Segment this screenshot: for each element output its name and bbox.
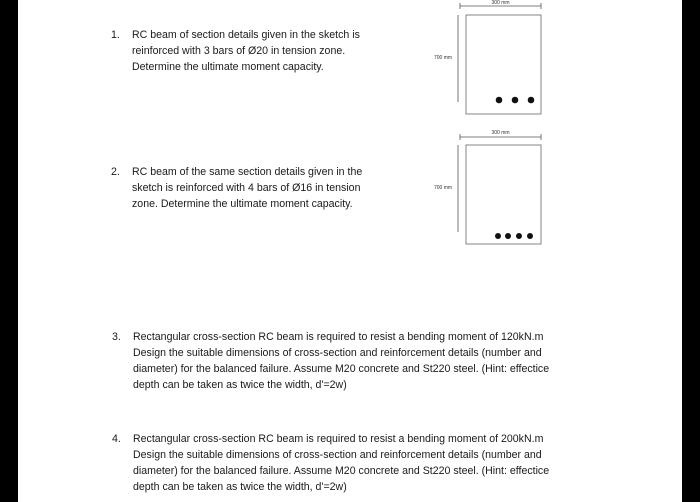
rebar-dot: [516, 233, 522, 239]
question-number: 3.: [112, 331, 121, 343]
rebar-dot: [528, 97, 535, 104]
left-black-border: [0, 0, 18, 502]
beam-section-diagram-2: [413, 128, 573, 258]
question-line: reinforced with 3 bars of Ø20 in tension zone.: [132, 45, 346, 57]
beam-section-diagram-1: [413, 0, 573, 120]
beam-section-rectangle: [466, 145, 541, 244]
rebar-dot: [495, 233, 501, 239]
depth-label: 700 mm: [433, 55, 453, 61]
width-label: 300 mm: [491, 130, 510, 136]
question-line: depth can be taken as twice the width, d'=2w): [133, 481, 347, 493]
question-line: depth can be taken as twice the width, d'=2w): [133, 379, 347, 391]
question-line: sketch is reinforced with 4 bars of Ø16 in tension: [132, 182, 361, 194]
document-page: [18, 0, 682, 502]
question-number: 4.: [112, 433, 121, 445]
rebar-dot: [512, 97, 519, 104]
width-label: 300 mm: [491, 0, 510, 6]
question-line: Design the suitable dimensions of cross-section and reinforcement details (number and: [133, 347, 542, 359]
rebar-dot: [527, 233, 533, 239]
question-line: diameter) for the balanced failure. Assume M20 concrete and St220 steel. (Hint: effectice: [133, 363, 550, 375]
question-line: Determine the ultimate moment capacity.: [132, 61, 324, 73]
right-black-border: [682, 0, 700, 502]
depth-label: 700 mm: [433, 185, 453, 191]
question-number: 2.: [111, 166, 120, 178]
question-line: Rectangular cross-section RC beam is required to resist a bending moment of 200kN.m: [133, 433, 544, 445]
question-line: RC beam of the same section details given in the: [132, 166, 363, 178]
rebar-dot: [496, 97, 503, 104]
question-line: RC beam of section details given in the sketch is: [132, 29, 360, 41]
question-line: diameter) for the balanced failure. Assume M20 concrete and St220 steel. (Hint: effectice: [133, 465, 550, 477]
question-number: 1.: [111, 29, 120, 41]
rebar-dot: [505, 233, 511, 239]
question-line: Design the suitable dimensions of cross-section and reinforcement details (number and: [133, 449, 542, 461]
question-line: zone. Determine the ultimate moment capacity.: [132, 198, 353, 210]
question-line: Rectangular cross-section RC beam is required to resist a bending moment of 120kN.m: [133, 331, 544, 343]
